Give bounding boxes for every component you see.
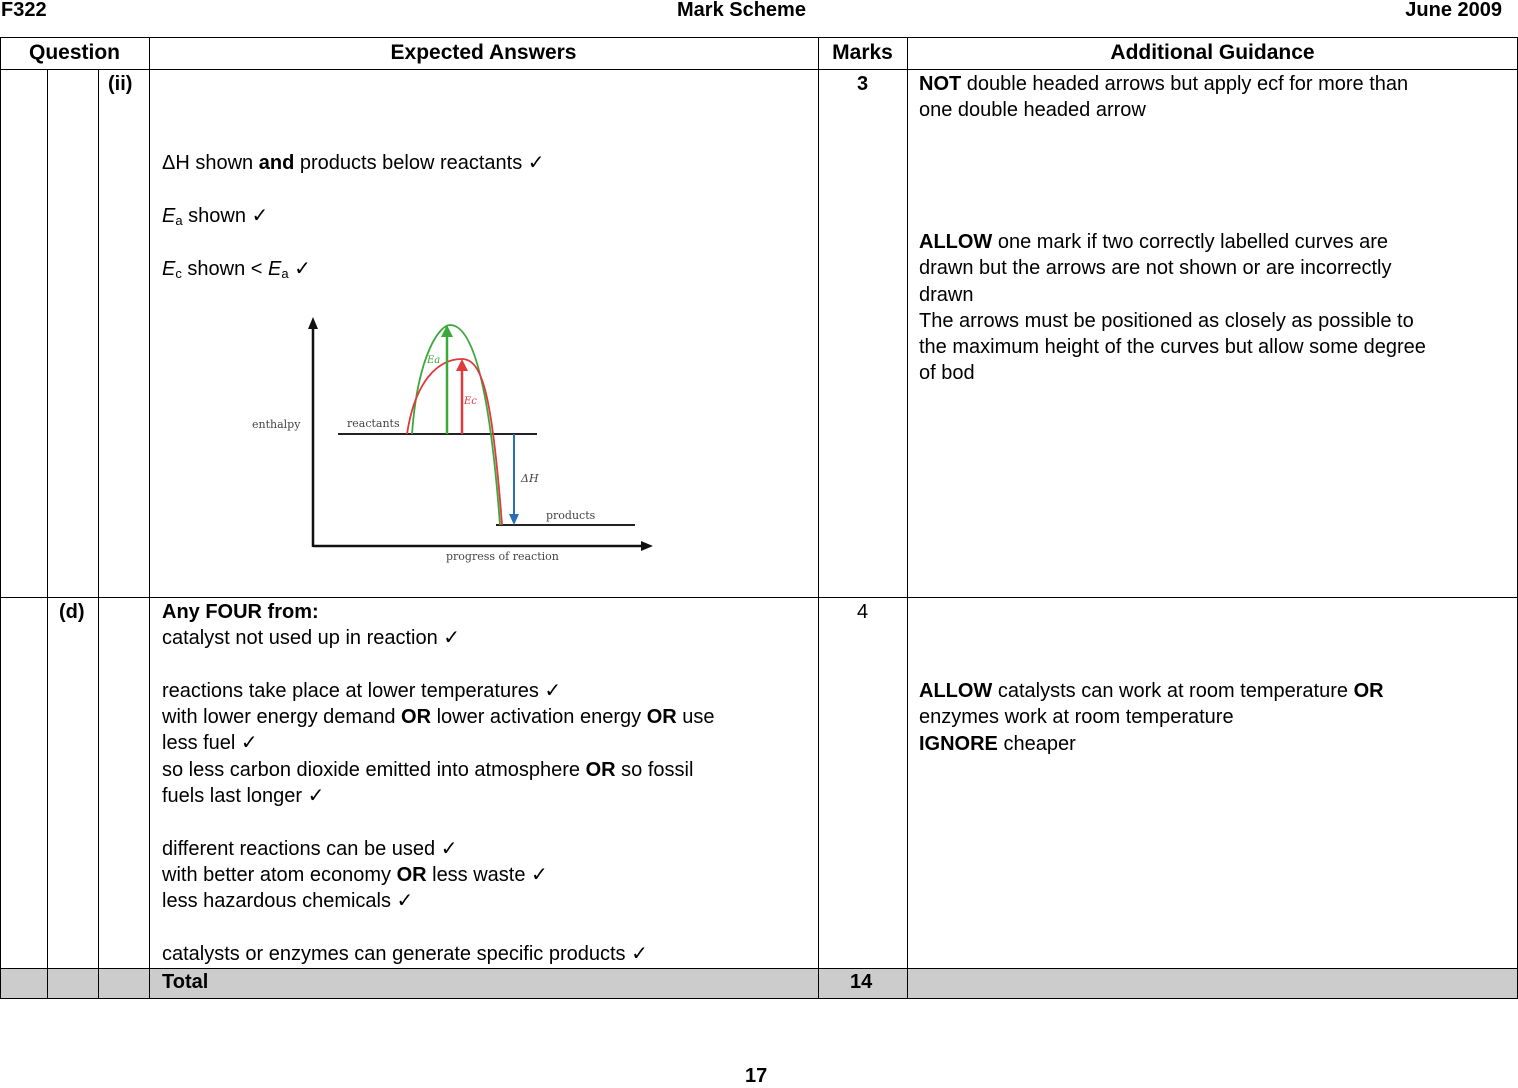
- delta-h-label: ΔH: [521, 472, 539, 485]
- paper-code: F322: [1, 0, 47, 21]
- column-header-question: Question: [28, 41, 120, 64]
- question-label-ii: (ii): [108, 73, 133, 95]
- ec-label: Ec: [464, 396, 477, 407]
- total-marks: 14: [850, 971, 873, 993]
- column-header-expected-answers: Expected Answers: [390, 41, 577, 64]
- document-title: Mark Scheme: [677, 0, 806, 21]
- marks-d: 4: [857, 601, 869, 623]
- uncatalysed-curve: [412, 325, 500, 525]
- total-label: Total: [162, 971, 209, 993]
- guidance-ii-not-double-arrows: NOT double headed arrows but apply ecf for more than one double headed arrow: [919, 73, 1409, 122]
- catalysed-curve: [407, 359, 502, 525]
- exam-date: June 2009: [1405, 0, 1502, 21]
- ea-arrowhead: [441, 325, 453, 337]
- guidance-d: ALLOW catalysts can work at room temperature OR enzymes work at room temperature IGNORE cheaper: [919, 680, 1384, 755]
- y-axis-arrowhead: [308, 317, 318, 329]
- delta-h-arrowhead: [509, 514, 519, 525]
- reactants-label: reactants: [347, 417, 400, 430]
- products-label: products: [546, 509, 596, 522]
- column-header-marks: Marks: [832, 41, 893, 64]
- total-row-background: [0, 968, 1518, 999]
- ea-label: Ea: [427, 355, 441, 366]
- column-header-additional-guidance: Additional Guidance: [1110, 41, 1315, 64]
- ec-arrowhead: [456, 359, 468, 371]
- y-axis-label: enthalpy: [252, 418, 301, 431]
- answer-ea-shown: $E_a$ shown ✓: [162, 205, 269, 228]
- question-label-d: (d): [59, 601, 85, 623]
- answer-ec-less-than-ea: $E_c$ shown < $E_a$ ✓: [162, 258, 311, 281]
- page-number: 17: [745, 1065, 768, 1087]
- energy-profile-diagram: [240, 313, 660, 573]
- x-axis-arrowhead: [641, 541, 653, 551]
- answer-delta-h: ΔH shown and products below reactants ✓: [162, 152, 545, 174]
- answer-d-list: Any FOUR from: catalyst not used up in reaction ✓ reactions take place at lower temperatures ✓ with lower energy demand OR lower activation energy OR use less fuel ✓ so less carbon dioxide emitted into atmosphere OR so fossil fuels last longer ✓ different reactions can be used ✓ with better atom economy OR less waste ✓ less hazardous chemicals ✓ catalysts or enzymes can generate specific products ✓: [162, 601, 715, 965]
- x-axis-label: progress of reaction: [446, 550, 559, 563]
- guidance-ii-allow-one-mark: ALLOW one mark if two correctly labelled curves are drawn but the arrows are not shown or are incorrectly drawn The arrows must be positioned as closely as possible to the maximum height of the curves but allow some degree of bod: [919, 231, 1426, 385]
- marks-ii: 3: [857, 73, 869, 95]
